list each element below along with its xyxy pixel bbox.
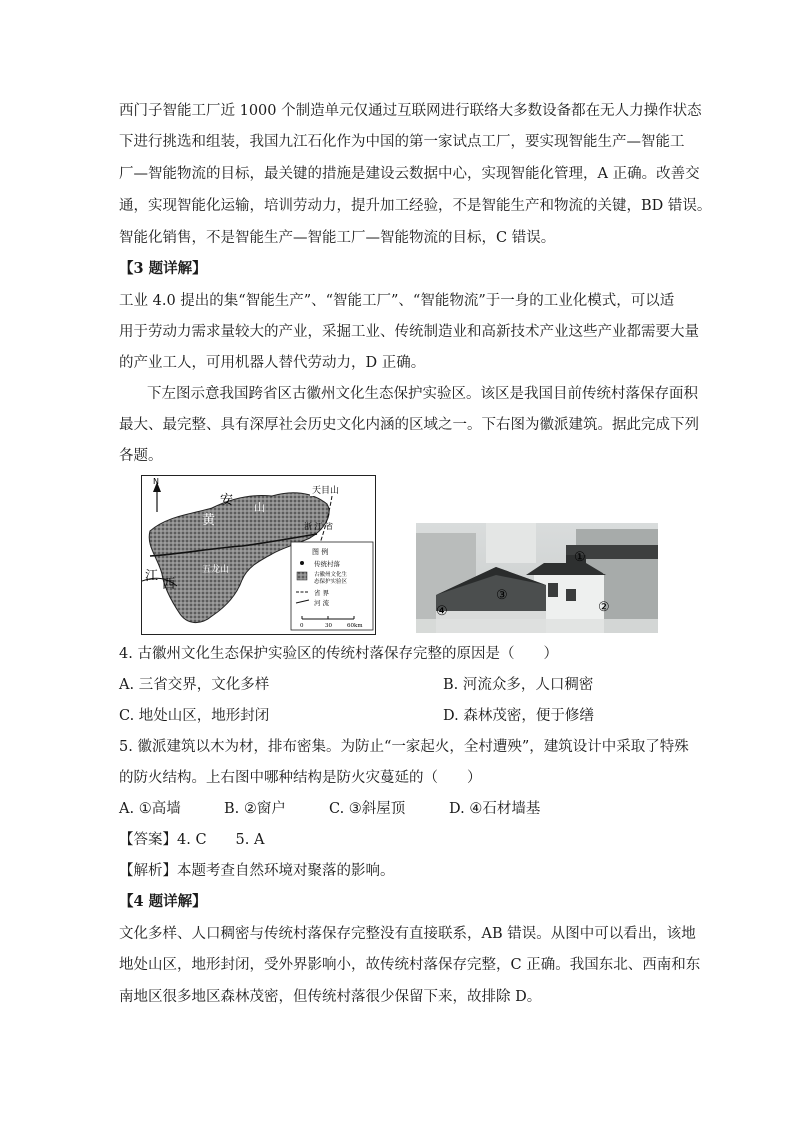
q5-option-c: C. ③斜屋顶 <box>329 801 406 817</box>
svg-text:黄: 黄 <box>202 513 216 528</box>
q5-option-a: A. ①高墙 <box>119 801 181 817</box>
svg-text:河 流: 河 流 <box>314 599 330 607</box>
analysis-line: 【解析】本题考查自然环境对聚落的影响。 <box>119 863 395 879</box>
marker-1: ① <box>574 550 586 565</box>
section-heading: 【3 题详解】 <box>119 260 207 277</box>
svg-text:安: 安 <box>220 493 234 508</box>
text-line: 通，实现智能化运输，培训劳动力，提升加工经验，不是智能生产和物流的关键，BD 错误。 <box>119 198 712 214</box>
svg-text:60km: 60km <box>347 623 363 629</box>
svg-text:古徽州文化生: 古徽州文化生 <box>314 572 348 578</box>
huizhou-building-photo <box>416 523 658 633</box>
q5-option-d: D. ④石材墙基 <box>449 801 541 817</box>
marker-3: ③ <box>496 588 508 603</box>
marker-2: ② <box>598 600 610 615</box>
question-5-stem: 5. 徽派建筑以木为材，排布密集。为防止“一家起火，全村遭殃”，建筑设计中采取了特殊 <box>119 739 689 755</box>
svg-text:省 界: 省 界 <box>314 589 330 597</box>
north-arrow-icon <box>153 482 161 512</box>
svg-text:浙 江 省: 浙 江 省 <box>304 522 334 531</box>
text-line: 南地区很多地区森林茂密，但传统村落很少保留下来，故排除 D。 <box>119 989 542 1005</box>
svg-text:图 例: 图 例 <box>312 548 329 556</box>
q4-option-a: A. 三省交界，文化多样 <box>119 677 270 693</box>
q4-option-d: D. 森林茂密，便于修缮 <box>443 708 594 724</box>
marker-4: ④ <box>436 604 448 619</box>
text-line: 下进行挑选和组装，我国九江石化作为中国的第一家试点工厂，要实现智能生产—智能工 <box>119 134 685 150</box>
svg-text:30: 30 <box>325 623 332 629</box>
text-line: 的产业工人，可用机器人替代劳动力，D 正确。 <box>119 355 426 371</box>
svg-text:五龙山: 五龙山 <box>202 565 230 575</box>
q5-option-b: B. ②窗户 <box>224 801 286 817</box>
text-line: 各题。 <box>119 448 163 464</box>
text-line: 地处山区，地形封闭，受外界影响小，故传统村落保存完整，C 正确。我国东北、西南和东 <box>119 957 701 973</box>
svg-text:江: 江 <box>145 569 159 584</box>
question-5-stem: 的防火结构。上右图中哪种结构是防火灾蔓延的（ ） <box>119 770 482 786</box>
answer-line: 【答案】4. C 5. A <box>119 832 265 848</box>
svg-text:天目山: 天目山 <box>312 486 340 496</box>
huizhou-map <box>141 475 376 635</box>
svg-text:西: 西 <box>162 577 176 592</box>
map-legend <box>291 542 373 630</box>
q4-option-b: B. 河流众多，人口稠密 <box>443 677 594 693</box>
text-line: 西门子智能工厂近 1000 个制造单元仅通过互联网进行联络大多数设备都在无人力操作状态 <box>119 103 702 119</box>
text-line: 工业 4.0 提出的集“智能生产”、“智能工厂”、“智能物流”于一身的工业化模式，可以适 <box>119 293 675 309</box>
text-line: 智能化销售，不是智能生产—智能工厂—智能物流的目标，C 错误。 <box>119 230 556 246</box>
text-line: 下左图示意我国跨省区古徽州文化生态保护实验区。该区是我国目前传统村落保存面积 <box>147 386 698 402</box>
q4-option-c: C. 地处山区，地形封闭 <box>119 708 270 724</box>
text-line: 最大、最完整、具有深厚社会历史文化内涵的区域之一。下右图为徽派建筑。据此完成下列 <box>119 417 699 433</box>
question-4-stem: 4. 古徽州文化生态保护实验区的传统村落保存完整的原因是（ ） <box>119 646 558 662</box>
svg-text:山: 山 <box>254 501 265 514</box>
svg-text:传统村落: 传统村落 <box>314 560 340 568</box>
text-line: 文化多样、人口稠密与传统村落保存完整没有直接联系，AB 错误。从图中可以看出，该地 <box>119 926 696 942</box>
text-line: 用于劳动力需求量较大的产业，采掘工业、传统制造业和高新技术产业这些产业都需要大量 <box>119 324 699 340</box>
north-label: N <box>153 477 159 486</box>
svg-text:0: 0 <box>300 623 304 629</box>
section-heading: 【4 题详解】 <box>119 893 207 910</box>
svg-text:态保护实验区: 态保护实验区 <box>314 579 348 585</box>
text-line: 厂—智能物流的目标，最关键的措施是建设云数据中心，实现智能化管理，A 正确。改善交 <box>119 166 700 182</box>
